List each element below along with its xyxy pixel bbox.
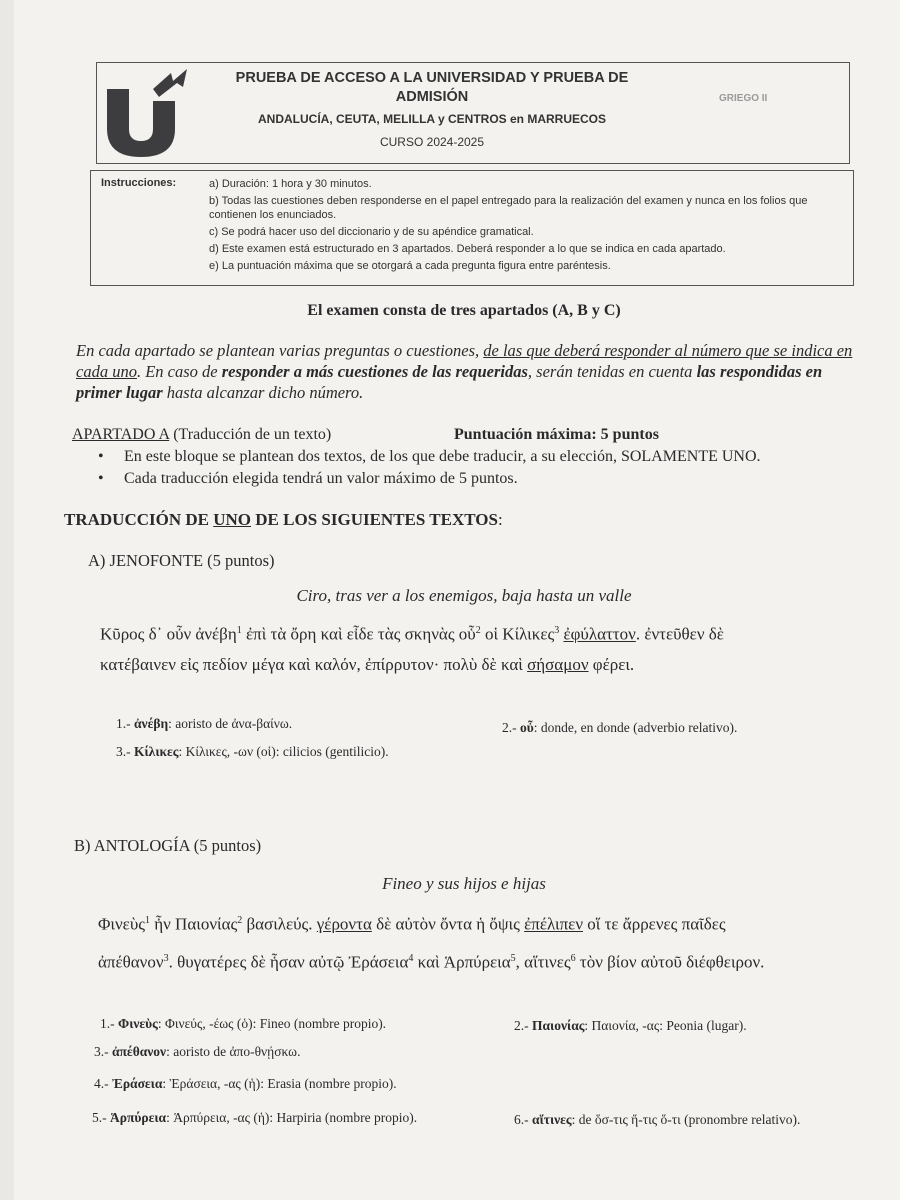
greek-line: ἀπέθανον$^3$. θυγατέρες δὲ ἦσαν αὐτῷ Ἐράσεια$^4$ καὶ Ἁρπύρεια$^5$, αἵτινες$^6$ τὸν βίον αὐτοῦ διέφθειρον. [98, 952, 765, 972]
exam-course: CURSO 2024-2025 [379, 135, 485, 149]
text-a-greek [100, 616, 900, 680]
text-a-note: 3.- Κίλικες: Κίλικες, -ων (οἱ): cilicios (gentilicio). [116, 744, 389, 759]
greek-line: Φινεὺς$^1$ ἦν Παιονίας$^2$ βασιλεύς. γέροντα δὲ αὐτὸν ὄντα ἡ ὄψις ἐπέλιπεν οἵ τε ἄρρενες παῖδες [98, 914, 726, 934]
instruction-item: b) Todas las cuestiones deben responderse en el papel entregado para la realización del examen y nunca en los folios que contienen los enunciados. [209, 195, 808, 221]
instruction-item: c) Se podrá hacer uso del diccionario y de su apéndice gramatical. [209, 226, 534, 238]
apartado-a-score: Puntuación máxima: 5 puntos [454, 426, 659, 443]
instruction-item: d) Este examen está estructurado en 3 apartados. Deberá responder a lo que se indica en cada apartado. [209, 243, 726, 255]
text-b-note: 1.- Φινεὺς: Φινεύς, -έως (ὁ): Fineo (nombre propio). [100, 1016, 387, 1031]
bullet-item: • En este bloque se plantean dos textos, de los que debe traducir, a su elección, SOLAMENTE UNO. [98, 446, 878, 468]
exam-region: ANDALUCÍA, CEUTA, MELILLA y CENTROS en MARRUECOS [258, 112, 606, 126]
instructions-list [209, 177, 845, 276]
bullet-item: • Cada traducción elegida tendrá un valor máximo de 5 puntos. [98, 468, 878, 490]
text-b-subtitle: Fineo y sus hijos e hijas [382, 874, 546, 893]
text-b-note: 2.- Παιονίας: Παιονία, -ας: Peonia (lugar). [514, 1018, 747, 1033]
exam-subject: GRIEGO II [719, 93, 768, 104]
apartado-a-bullets [98, 446, 878, 490]
exam-structure-heading: El examen consta de tres apartados (A, B y C) [307, 302, 621, 319]
instructions-box [90, 170, 854, 286]
text-a-note: 2.- οὗ: donde, en donde (adverbio relativo). [502, 720, 738, 735]
exam-page [14, 0, 900, 1200]
apartado-a-heading: APARTADO A (Traducción de un texto) [72, 426, 332, 443]
instruction-item: e) La puntuación máxima que se otorgará a cada pregunta figura entre paréntesis. [209, 260, 611, 272]
exam-title: PRUEBA DE ACCESO A LA UNIVERSIDAD Y PRUEBA DE ADMISIÓN [235, 70, 629, 105]
university-logo-icon [101, 67, 191, 159]
translation-heading: TRADUCCIÓN DE UNO DE LOS SIGUIENTES TEXTOS: [64, 510, 503, 529]
text-b-note: 5.- Ἁρπύρεια: Ἁρπύρεια, -ας (ἡ): Harpiria (nombre propio). [92, 1110, 418, 1125]
text-a-heading: A) JENOFONTE (5 puntos) [88, 551, 275, 570]
instructions-label: Instrucciones: [101, 177, 177, 189]
text-b-note: 3.- ἀπέθανον: aoristo de ἀπο-θνῄσκω. [94, 1044, 301, 1059]
greek-line: Κῦρος δ᾽ οὖν ἀνέβη$^1$ ἐπὶ τὰ ὄρη καὶ εἶδε τὰς σκηνὰς οὗ$^2$ οἱ Κίλικες$^3$ ἐφύλαττον. ἐντεῦθεν δὲ [100, 624, 724, 644]
text-a-subtitle: Ciro, tras ver a los enemigos, baja hasta un valle [296, 586, 632, 605]
greek-line: κατέβαινεν εἰς πεδίον μέγα καὶ καλόν, ἐπίρρυτον· πολὺ δὲ καὶ σήσαμον φέρει. [100, 654, 635, 674]
text-b-heading: B) ANTOLOGÍA (5 puntos) [74, 836, 262, 855]
text-a-note: 1.- ἀνέβη: aoristo de ἀνα-βαίνω. [116, 716, 293, 731]
text-b-note: 4.- Ἐράσεια: Ἐράσεια, -ας (ἡ): Erasia (nombre propio). [94, 1076, 397, 1091]
exam-header [96, 62, 850, 164]
intro-paragraph: En cada apartado se plantean varias preguntas o cuestiones, de las que deberá responder al número que se indica en cada uno. En caso de responder a más cuestiones de las requeridas, serán tenidas en cuenta las respondidas en primer lugar hasta alcanzar dicho número. [76, 341, 853, 402]
text-b-greek [98, 904, 888, 979]
text-b-note: 6.- αἵτινες: de ὅσ-τις ἥ-τις ὅ-τι (pronombre relativo). [514, 1112, 801, 1127]
instruction-item: a) Duración: 1 hora y 30 minutos. [209, 178, 372, 190]
